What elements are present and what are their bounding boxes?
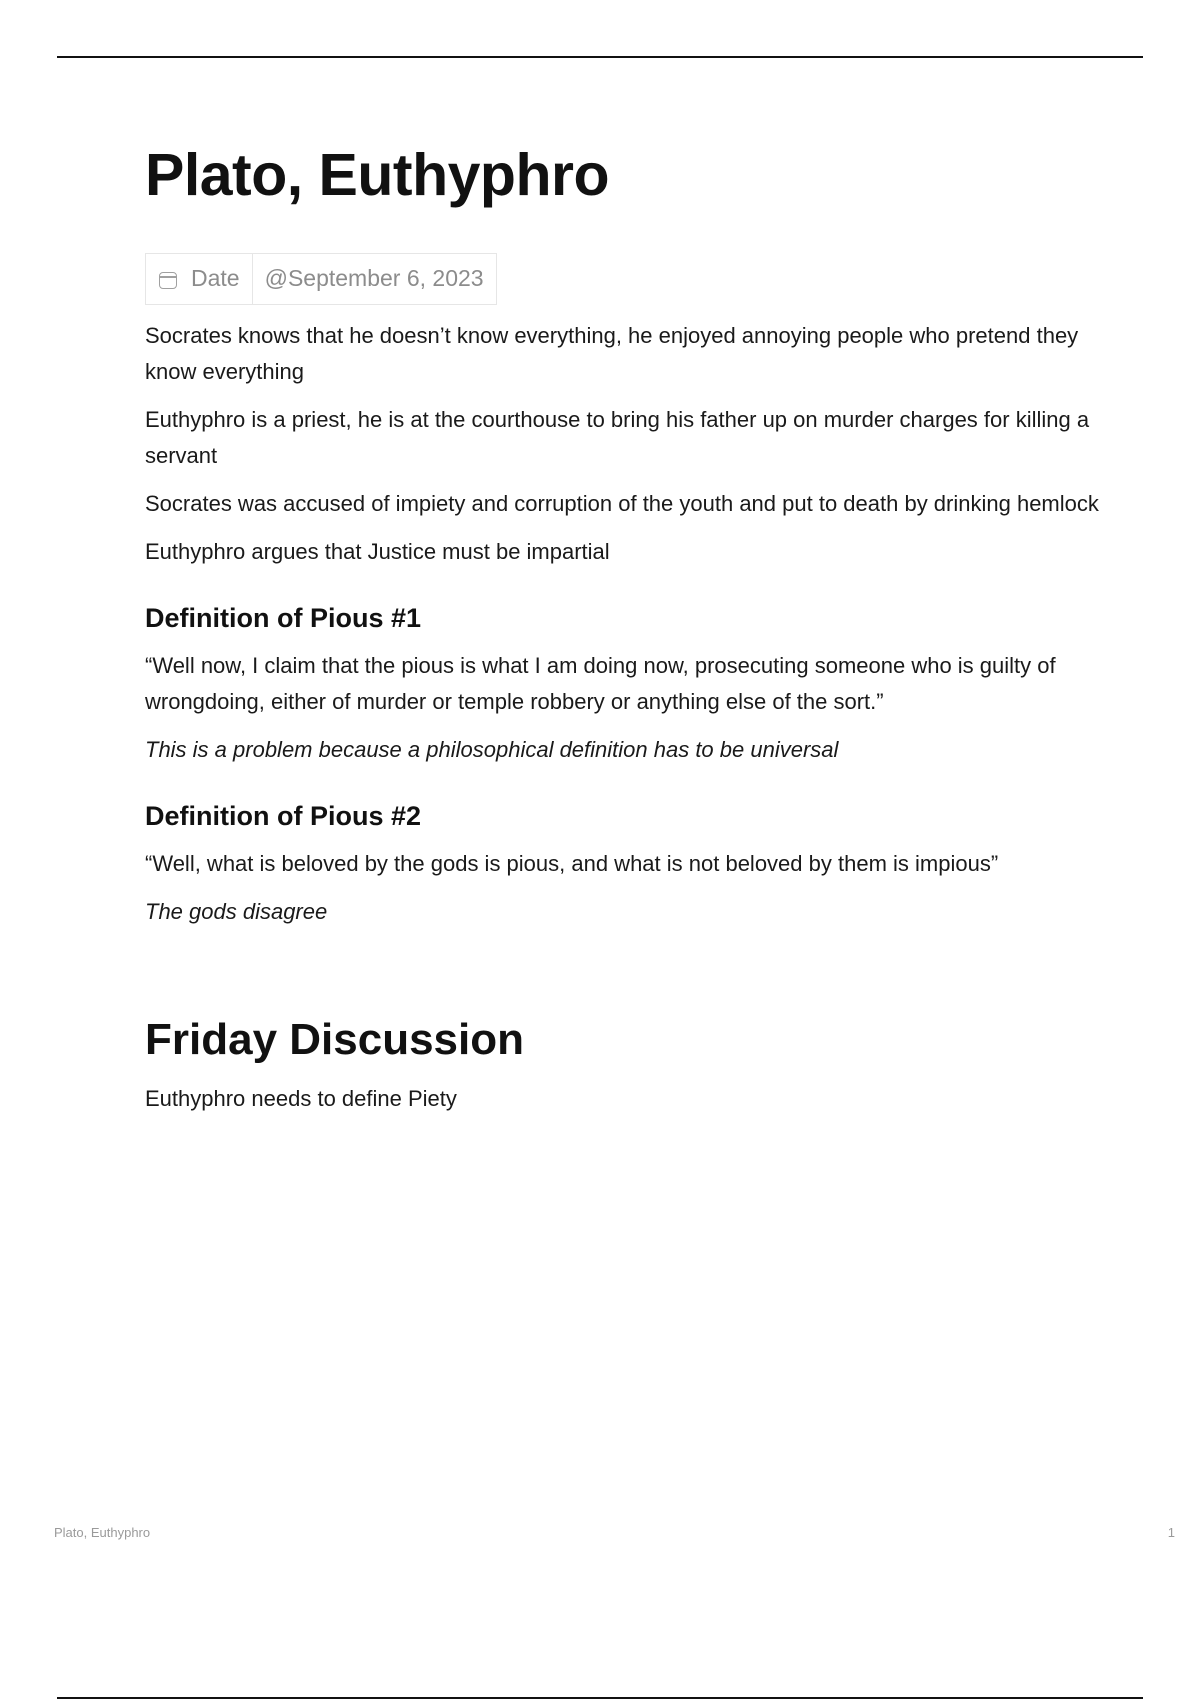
definition-note: The gods disagree	[145, 898, 328, 924]
definition-quote: “Well now, I claim that the pious is what I am doing now, prosecuting someone who is guilty of wrongdoing, either of murder or temple robbery or anything else of the sort.”	[145, 652, 1056, 714]
section-heading: Definition of Pious #2	[145, 800, 422, 831]
footer-doc-name: Plato, Euthyphro	[54, 1525, 151, 1540]
section-heading: Definition of Pious #1	[145, 602, 422, 633]
date-property-label	[146, 254, 253, 304]
calendar-icon	[159, 272, 177, 289]
date-value[interactable]: @September 6, 2023	[264, 265, 484, 292]
bottom-rule	[57, 1697, 1143, 1699]
paragraph: Euthyphro is a priest, he is at the courthouse to bring his father up on murder charges for killing a servant	[145, 406, 1090, 468]
page-title: Plato, Euthyphro	[145, 142, 609, 208]
footer-page-number: 1	[1167, 1525, 1175, 1540]
top-rule	[57, 56, 1143, 58]
discussion-heading: Friday Discussion	[145, 1014, 525, 1064]
paragraph: Socrates knows that he doesn’t know everything, he enjoyed annoying people who pretend they know everything	[145, 322, 1079, 384]
date-label: Date	[191, 265, 240, 292]
date-property	[145, 253, 497, 305]
paragraph: Socrates was accused of impiety and corruption of the youth and put to death by drinking hemlock	[145, 490, 1099, 516]
paragraph: Euthyphro argues that Justice must be impartial	[145, 538, 610, 564]
definition-note: This is a problem because a philosophical definition has to be universal	[145, 736, 839, 762]
document-page	[145, 140, 1105, 1117]
definition-quote: “Well, what is beloved by the gods is pious, and what is not beloved by them is impious”	[145, 850, 999, 876]
discussion-text: Euthyphro needs to define Piety	[145, 1085, 457, 1111]
